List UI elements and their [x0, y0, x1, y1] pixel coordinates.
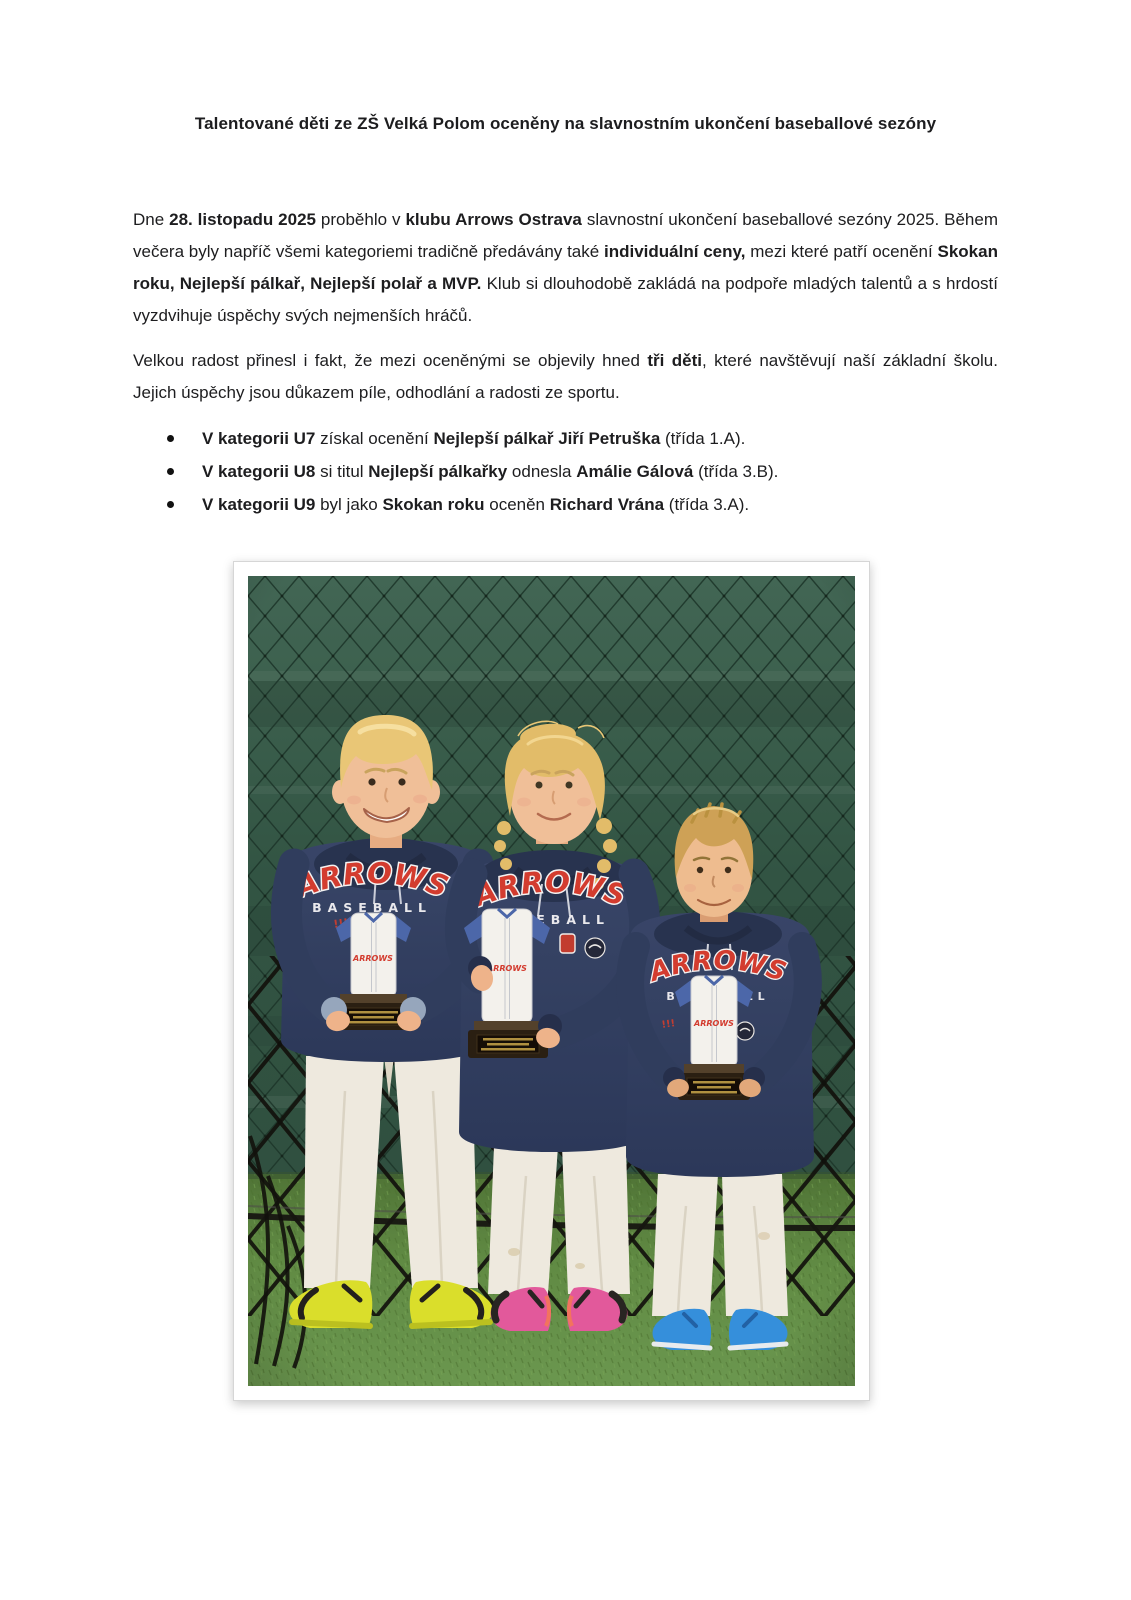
award-item-u7: V kategorii U7 získal ocenění Nejlepší pálkař Jiří Petruška (třída 1.A).	[133, 422, 998, 455]
award-item-u8: V kategorii U8 si titul Nejlepší pálkařky odnesla Amálie Gálová (třída 3.B).	[133, 455, 998, 488]
article-title: Talentované děti ze ZŠ Velká Polom oceněny na slavnostním ukončení baseballové sezóny	[194, 114, 937, 133]
award-list	[133, 422, 998, 521]
award-item-u9: V kategorii U9 byl jako Skokan roku oceněn Richard Vrána (třída 3.A).	[133, 488, 998, 521]
paragraph-intro: Dne 28. listopadu 2025 proběhlo v klubu Arrows Ostrava slavnostní ukončení baseballové sezóny 2025. Během večera byly napříč všemi kategoriemi tradičně předávány také individuální ceny, mezi které patří ocenění Skokan roku, Nejlepší pálkař, Nejlepší polař a MVP. Klub si dlouhodobě zakládá na podpoře mladých talentů a s hrdostí vyzdvihuje úspěchy svých nejmenších hráčů.	[133, 210, 998, 325]
paragraph-children: Velkou radost přinesl i fakt, že mezi oceněnými se objevily hned tři děti, které navštěvují naší základní školu. Jejich úspěchy jsou důkazem píle, odhodlání a radosti ze sportu.	[133, 351, 998, 402]
article-photo	[233, 561, 870, 1401]
vignette-overlay	[248, 576, 855, 1386]
photo-illustration	[248, 576, 855, 1386]
